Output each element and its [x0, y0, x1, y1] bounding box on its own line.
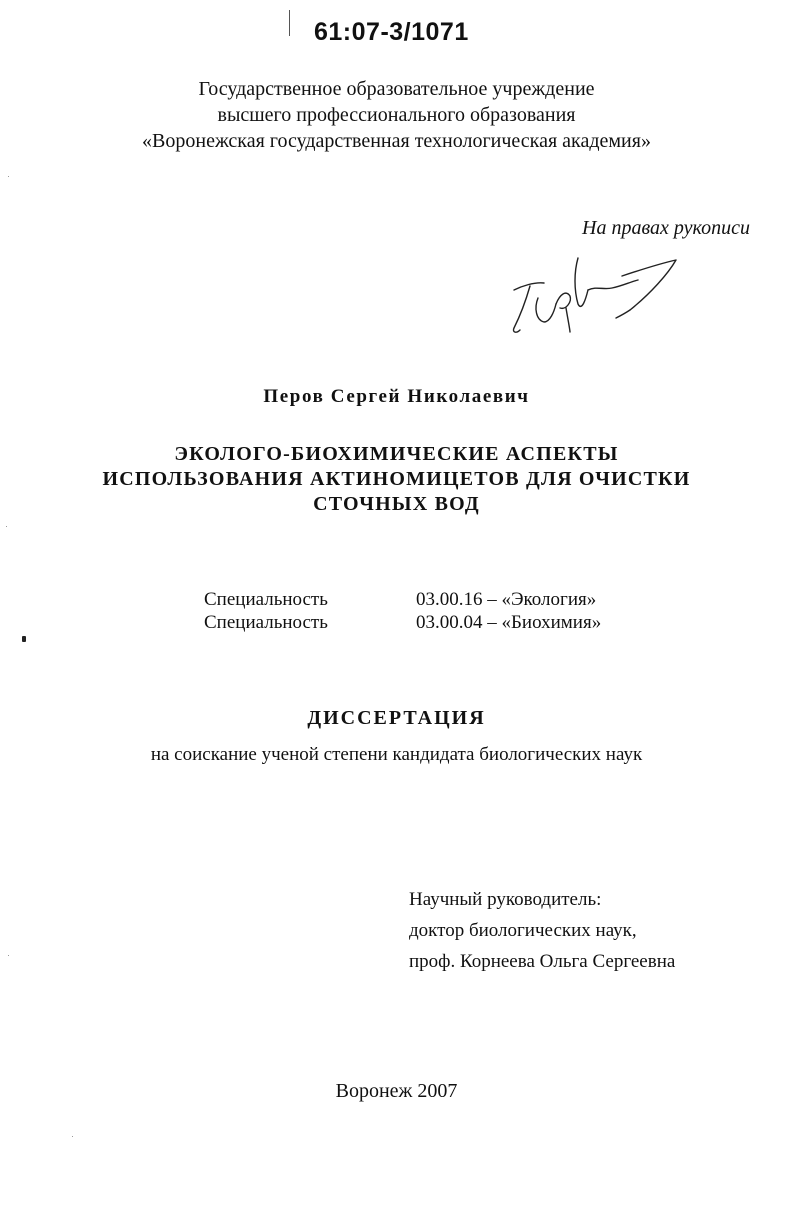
- author-name: Перов Сергей Николаевич: [263, 386, 530, 407]
- specialty-value: 03.00.04 – «Биохимия»: [416, 612, 602, 633]
- place-year: Воронеж 2007: [335, 1080, 458, 1102]
- title-line: ИСПОЛЬЗОВАНИЯ АКТИНОМИЦЕТОВ ДЛЯ ОЧИСТКИ: [102, 468, 691, 490]
- supervisor-heading: Научный руководитель:: [409, 889, 602, 910]
- document-type: ДИССЕРТАЦИЯ: [307, 707, 486, 729]
- specialty-row: [204, 589, 596, 611]
- supervisor-degree: доктор биологических наук,: [409, 920, 637, 941]
- supervisor-name: проф. Корнеева Ольга Сергеевна: [409, 951, 676, 972]
- supervisor-block: [409, 884, 675, 977]
- scan-speck: [72, 1136, 73, 1137]
- specialty-row: [204, 612, 601, 634]
- specialty-label: Специальность: [204, 589, 328, 610]
- institution-line: высшего профессионального образования: [217, 104, 576, 126]
- specialty-label: Специальность: [204, 612, 328, 633]
- title-line: ЭКОЛОГО-БИОХИМИЧЕСКИЕ АСПЕКТЫ: [174, 443, 619, 465]
- institution-block: [0, 76, 793, 154]
- scan-speck: [8, 176, 9, 177]
- signature-icon: [500, 250, 690, 340]
- margin-mark: [289, 10, 290, 36]
- specialty-value: 03.00.16 – «Экология»: [416, 589, 597, 610]
- rights-note: На правах рукописи: [582, 217, 750, 239]
- institution-line: «Воронежская государственная технологическая академия»: [142, 130, 651, 152]
- degree-line: на соискание ученой степени кандидата биологических наук: [150, 744, 643, 765]
- scan-speck: [6, 526, 7, 527]
- institution-line: Государственное образовательное учреждение: [198, 78, 595, 100]
- scan-speck: [8, 955, 9, 956]
- catalog-code: 61:07-3/1071: [314, 18, 469, 46]
- scan-speck: [22, 636, 26, 642]
- title-line: СТОЧНЫХ ВОД: [313, 493, 480, 515]
- dissertation-title: [0, 442, 793, 517]
